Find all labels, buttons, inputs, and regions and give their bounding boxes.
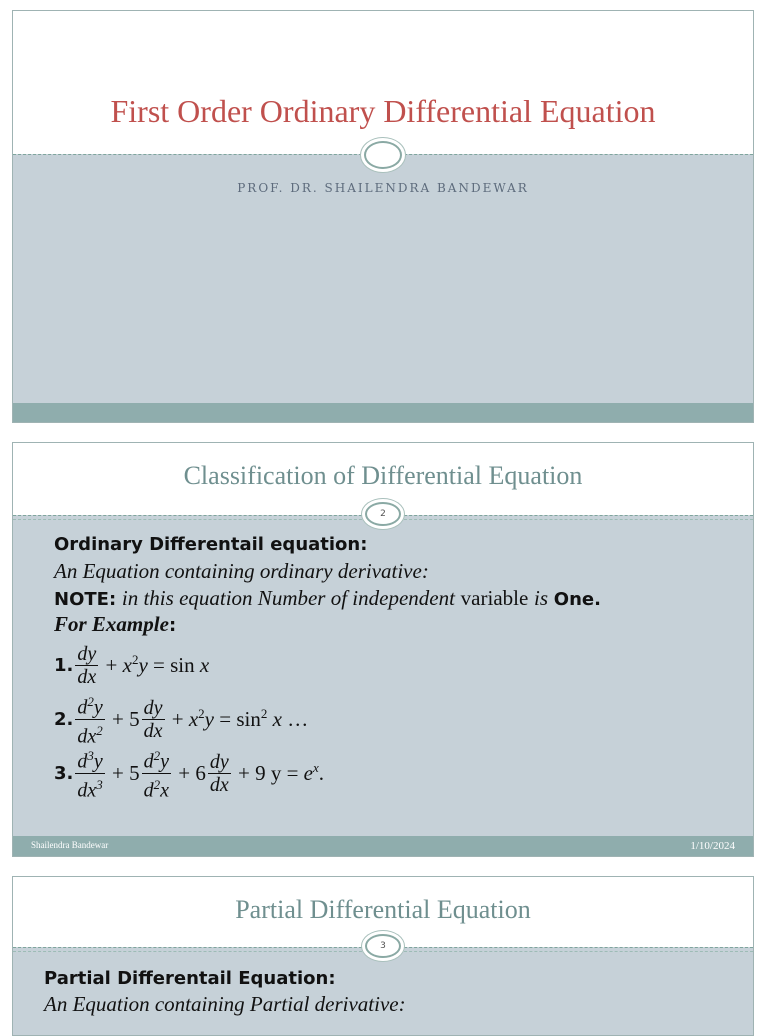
slide-2-definition-line: An Equation containing ordinary derivative: [54,559,429,583]
slide-3-definition: An Equation containing Partial derivative [44,992,399,1016]
slide-1-title: First Order Ordinary Differential Equation [110,93,656,129]
slide-1-subtitle: PROF. DR. SHAILENDRA BANDEWAR [237,181,529,195]
fraction: $\frac{dy}{dx}$ [77,642,97,688]
slide-2-example-label: For Example [54,612,169,636]
equation-number: 1. [54,654,74,676]
slide-2-note-is: is [534,586,549,610]
fraction: $\frac{d^3y}{dx^3}$ [75,745,104,801]
slide-3-heading: Partial Differentail Equation [44,968,329,989]
slide-2-equation-1: 1. $\frac{dy}{dx}$ + $x^2y = \sin x$ [54,642,210,688]
slide-2 [12,442,754,857]
slide-2-example-line: For Example: [54,612,177,636]
equation-number: 2. [54,708,74,730]
slide-3-heading-line: Partial Differentail Equation: [44,968,336,989]
slide-3-page-number: 3 [365,934,401,958]
slide-3-title: Partial Differential Equation [235,895,531,924]
slide-2-footer-bar [13,836,753,857]
fraction: $\frac{dy}{dx}$ [143,696,163,742]
fraction: $\frac{dy}{dx}$ [209,750,229,796]
slide-1-divider-ornament [364,141,402,169]
slide-2-definition: An Equation containing ordinary derivative [54,559,422,583]
slide-1-footer-bar [13,403,753,423]
slide-1-header [13,11,753,154]
slide-2-footer-author: Shailendra Bandewar [31,840,109,850]
equation-number: 3. [54,762,74,784]
slide-2-equation-2: 2. $\frac{d^2y}{dx^2}$ + 5 $\frac{dy}{dx}$ + $x^2y = \sin^2 x$ … [54,693,308,745]
slide-2-page-number: 2 [365,502,401,526]
slide-3 [12,876,754,1036]
fraction: $\frac{d^2y}{dx^2}$ [75,691,104,747]
fraction: $\frac{d^2y}{d^2x}$ [142,745,171,801]
slide-2-footer-date: 1/10/2024 [690,840,735,852]
slide-1 [12,10,754,423]
slide-2-note-variable: variable [460,586,529,610]
slide-2-note-label: NOTE [54,589,109,610]
slide-2-equation-3: 3. $\frac{d^3y}{dx^3}$ + 5 $\frac{d^2y}{d^2x}$ + 6 $\frac{dy}{dx}$ + 9 $y = e^x$. [54,747,324,799]
slide-2-heading-line: Ordinary Differentail equation: [54,534,368,555]
slide-2-heading: Ordinary Differentail equation [54,534,361,555]
slide-3-definition-line: An Equation containing Partial derivative: [44,992,406,1016]
slide-2-note-value: One [553,589,595,610]
slide-2-note-line: NOTE: in this equation Number of independent variable is One. [54,586,601,610]
slide-2-note-text: in this equation Number of independent [121,586,455,610]
slide-2-title: Classification of Differential Equation [183,461,583,490]
